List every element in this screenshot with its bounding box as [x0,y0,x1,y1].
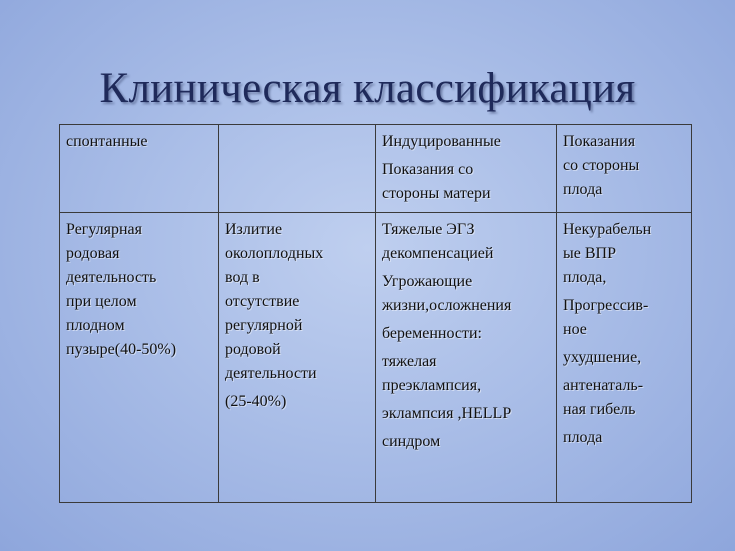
header-cell-empty [219,125,376,213]
cell-line: при целом [66,293,137,310]
cell-line: эклампсия ,HELLP [382,405,512,422]
header-cell-fetal-indications [557,125,692,213]
cell-line: Излитие [225,221,283,238]
table-body-row [60,213,692,503]
cell-line: околоплодных [225,245,324,262]
body-cell-fetal [557,213,692,503]
cell-line: Некурабельн [563,221,652,238]
header-cell-induced [376,125,557,213]
cell-line: синдром [382,433,441,450]
cell-line: пузыре(40-50%) [66,341,177,358]
body-cell-spontaneous [60,213,219,503]
cell-line: Регулярная [66,221,143,238]
cell-line: ые ВПР [563,245,616,262]
cell-line: Показания со [382,161,474,178]
cell-line: плода [563,429,603,446]
cell-line: ная гибель [563,401,636,418]
cell-line: родовая [66,245,120,262]
cell-line: ное [563,321,587,338]
cell-line: жизни,осложнения [382,297,512,314]
cell-line: Индуцированные [382,133,501,150]
cell-line: тяжелая [382,353,437,370]
cell-line: регулярной [225,317,303,334]
cell-line: родовой [225,341,281,358]
cell-line: вод в [225,269,260,286]
cell-line: (25-40%) [225,393,287,410]
cell-line: деятельность [66,269,157,286]
cell-line: плода [563,181,603,198]
cell-line: Показания [563,133,636,150]
cell-line: плодном [66,317,125,334]
cell-line: ухудшение, [563,349,642,366]
cell-line: деятельности [225,365,317,382]
header-cell-spontaneous [60,125,219,213]
body-cell-maternal [376,213,557,503]
cell-line: Угрожающие [382,273,473,290]
slide-title: Клиническая классификация [99,65,636,112]
table-header-row [60,125,692,213]
cell-line: спонтанные [66,133,148,150]
cell-line: беременности: [382,325,482,342]
cell-line: антенаталь- [563,377,644,394]
cell-line: декомпенсацией [382,245,494,262]
cell-line: стороны матери [382,185,491,202]
cell-line: Тяжелые ЭГЗ [382,221,475,238]
classification-table [59,124,692,503]
cell-line: отсутствие [225,293,300,310]
cell-line: со стороны [563,157,640,174]
cell-line: Прогрессив- [563,297,649,314]
body-cell-rupture [219,213,376,503]
cell-line: преэклампсия, [382,377,482,394]
cell-line: плода, [563,269,607,286]
